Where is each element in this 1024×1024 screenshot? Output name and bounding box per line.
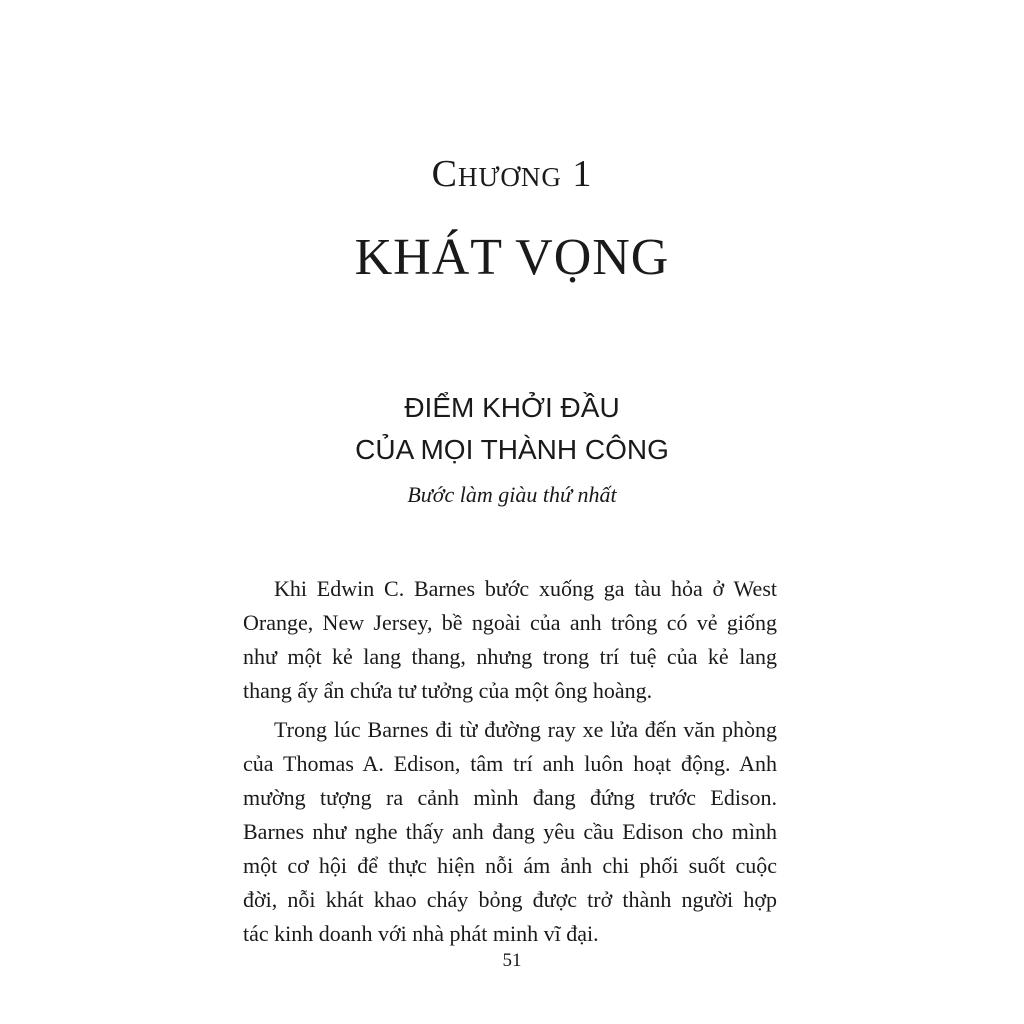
text-line: thang ấy ẩn chứa tư tưởng của một ông hoàng. [243,678,653,703]
chapter-label: Chương 1 [431,153,593,195]
text-line: đời, nỗi khát khao cháy bỏng được trở thành người hợp [243,887,777,912]
section-subtitle: Bước làm giàu thứ nhất [407,482,617,507]
text-line: của Thomas A. Edison, tâm trí anh luôn hoạt động. Anh [243,751,777,776]
chapter-title: KHÁT VỌNG [354,229,670,286]
text-line: Barnes như nghe thấy anh đang yêu cầu Edison cho mình [243,819,777,844]
text-line: mường tượng ra cảnh mình đang đứng trước Edison. [243,785,777,810]
text-line: một cơ hội để thực hiện nỗi ám ảnh chi phối suốt cuộc [243,853,777,878]
text-line: Trong lúc Barnes đi từ đường ray xe lửa đến văn phòng [274,717,777,742]
paragraph-2 [243,713,777,951]
text-line: Orange, New Jersey, bề ngoài của anh trông có vẻ giống [243,610,777,635]
page-number: 51 [502,950,522,971]
text-line: tác kinh doanh với nhà phát minh vĩ đại. [243,921,599,946]
text-line: Khi Edwin C. Barnes bước xuống ga tàu hỏa ở West [274,576,777,601]
text-line: như một kẻ lang thang, nhưng trong trí tuệ của kẻ lang [243,644,777,669]
paragraph-1 [243,572,777,708]
section-title-line-2: CỦA MỌI THÀNH CÔNG [355,434,669,465]
section-title-line-1: ĐIỂM KHỞI ĐẦU [404,392,620,423]
